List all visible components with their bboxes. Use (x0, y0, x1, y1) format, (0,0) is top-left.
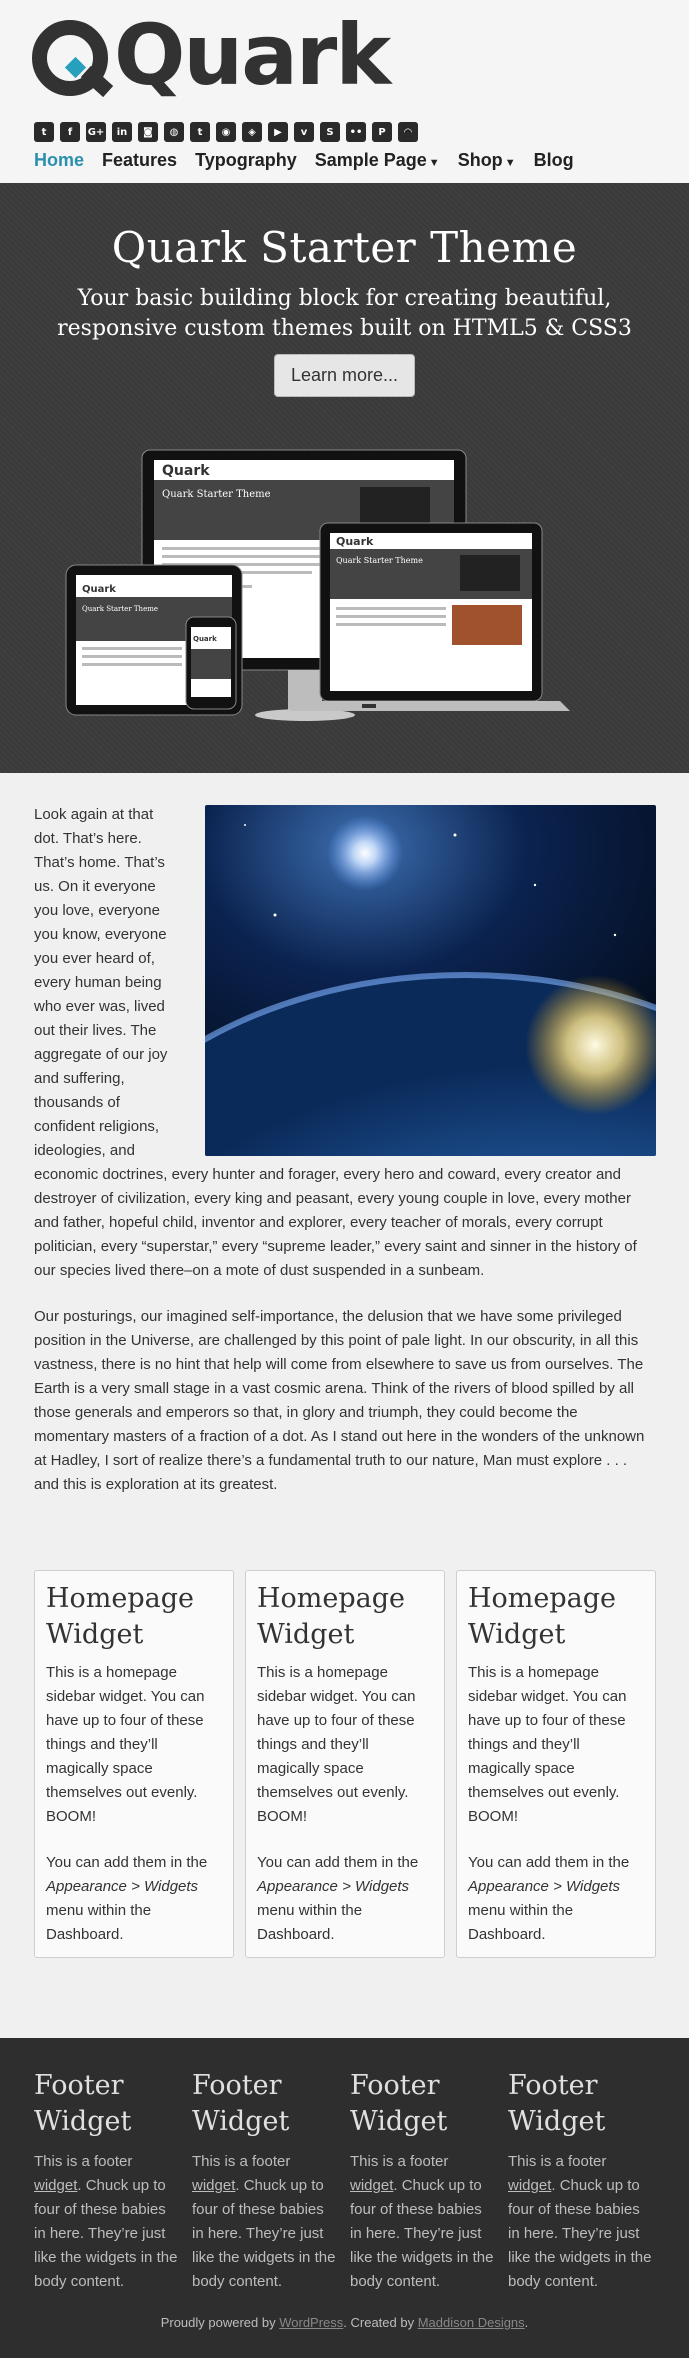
widget-text-2: You can add them in the Appearance > Widgets menu within the Dashboard. (46, 1854, 208, 1943)
github-icon[interactable]: ◉ (216, 122, 236, 142)
widget-text: This is a homepage sidebar widget. You can have up to four of these things and they’ll magically space themselves out evenly. BOOM! (257, 1664, 416, 1825)
facebook-icon[interactable]: f (60, 122, 80, 142)
nav-home[interactable]: Home (34, 150, 85, 170)
main-content (34, 803, 656, 1497)
svg-text:Quark: Quark (82, 584, 116, 595)
logo-text: Quark (114, 6, 390, 104)
site-footer (0, 2038, 689, 2358)
hero-title: Quark Starter Theme (111, 223, 578, 272)
content-paragraph-2: Our posturings, our imagined self-importance, the delusion that we have some privileged position in the Universe, are challenged by this point of pale light. In our obscurity, in all this vastness, there is no hint that help will come from elsewhere to save us from ourselves. The Earth is a very small stage in a vast cosmic arena. Think of the rivers of blood spilled by all those generals and emperors so that, in glory and triumph, they could become the momentary masters of a fraction of a dot. As I stand out here in the wonders of the unknown at Hadley, I sort of realize there’s a fundamental truth to our nature, Man must explore . . . and this is exploration at its greatest. (34, 1308, 645, 1493)
earth-image (205, 805, 656, 1156)
chevron-down-icon: ▼ (504, 157, 516, 169)
footer-widget-title: Footer Widget (350, 2070, 448, 2137)
google-plus-icon[interactable]: G+ (86, 122, 106, 142)
footer-widget-link[interactable]: widget (508, 2177, 552, 2194)
twitter-icon[interactable]: t (34, 122, 54, 142)
vimeo-icon[interactable]: v (294, 122, 314, 142)
responsive-devices-image (60, 445, 650, 745)
wordpress-link[interactable]: WordPress (279, 2315, 344, 2330)
hero-subtitle: Your basic building block for creating beautiful, responsive custom themes built on HTML5 & CSS3 (57, 286, 632, 341)
pinterest-icon[interactable]: P (372, 122, 392, 142)
homepage-widget (245, 1570, 445, 1958)
homepage-widget (34, 1570, 234, 1958)
footer-widget-title: Footer Widget (34, 2070, 132, 2137)
chevron-down-icon: ▼ (428, 157, 440, 169)
nav-typography[interactable]: Typography (195, 150, 297, 170)
tumblr-icon[interactable]: t (190, 122, 210, 142)
widget-text: This is a homepage sidebar widget. You can have up to four of these things and they’ll magically space themselves out evenly. BOOM! (468, 1664, 627, 1825)
footer-widget-link[interactable]: widget (350, 2177, 394, 2194)
nav-sample-page[interactable] (315, 150, 440, 171)
dribbble-icon[interactable]: ◍ (164, 122, 184, 142)
site-header (0, 0, 689, 183)
learn-more-button[interactable]: Learn more... (274, 354, 415, 397)
footer-widget-text: This is a footer widget. Chuck up to four of these babies in here. They’re just like the widgets in the body content. (350, 2153, 494, 2290)
footer-widgets (34, 2068, 652, 2294)
site-logo[interactable] (32, 6, 390, 104)
footer-widget (350, 2068, 494, 2294)
widget-text: This is a homepage sidebar widget. You can have up to four of these things and they’ll magically space themselves out evenly. BOOM! (46, 1664, 205, 1825)
footer-widget-title: Footer Widget (192, 2070, 290, 2137)
widget-text-2: You can add them in the Appearance > Widgets menu within the Dashboard. (468, 1854, 630, 1943)
skype-icon[interactable]: S (320, 122, 340, 142)
footer-widget-text: This is a footer widget. Chuck up to four of these babies in here. They’re just like the widgets in the body content. (192, 2153, 336, 2290)
footer-widget-text: This is a footer widget. Chuck up to four of these babies in here. They’re just like the widgets in the body content. (34, 2153, 178, 2290)
widget-title: Homepage Widget (46, 1583, 195, 1650)
device-screen-title: Quark Starter Theme (162, 489, 271, 500)
footer-widget-link[interactable]: widget (34, 2177, 78, 2194)
hero-banner (0, 183, 689, 773)
rss-icon[interactable]: ◠ (398, 122, 418, 142)
dropbox-icon[interactable]: ◈ (242, 122, 262, 142)
flickr-icon[interactable]: •• (346, 122, 366, 142)
logo-q-mark (32, 18, 112, 98)
maddison-designs-link[interactable]: Maddison Designs (417, 2315, 525, 2330)
svg-text:Quark Starter Theme: Quark Starter Theme (336, 556, 423, 565)
widget-title: Homepage Widget (257, 1583, 406, 1650)
svg-text:Quark Starter Theme: Quark Starter Theme (82, 605, 158, 613)
footer-widget (508, 2068, 652, 2294)
homepage-widgets (34, 1570, 656, 1958)
nav-features[interactable]: Features (102, 150, 178, 170)
widget-title: Homepage Widget (468, 1583, 617, 1650)
footer-widget-link[interactable]: widget (192, 2177, 236, 2194)
widget-text-2: You can add them in the Appearance > Widgets menu within the Dashboard. (257, 1854, 419, 1943)
social-icons (34, 122, 418, 142)
footer-widget (34, 2068, 178, 2294)
content-paragraph-1: Look again at that dot. That’s here. That’s home. That’s us. On it everyone you love, everyone you know, everyone you ever heard of, every human being who ever was, lived out their lives. The aggregate of our joy and suffering, thousands of confident religions, ideologies, and economic doctrines, every hunter and forager, every hero and coward, every creator and destroyer of civilization, every king and peasant, every young couple in love, every mother and father, hopeful child, inventor and explorer, every teacher of morals, every corrupt politician, every “superstar,” every “supreme leader,” every saint and sinner in the history of our species lived there–on a mote of dust suspended in a sunbeam. (34, 806, 637, 1279)
svg-text:Quark: Quark (193, 635, 217, 643)
nav-shop[interactable] (458, 150, 516, 171)
instagram-icon[interactable]: ◙ (138, 122, 158, 142)
svg-text:Quark: Quark (336, 535, 374, 548)
device-logo: Quark (162, 463, 210, 479)
homepage-widget (456, 1570, 656, 1958)
youtube-icon[interactable]: ▶ (268, 122, 288, 142)
footer-widget (192, 2068, 336, 2294)
footer-widget-text: This is a footer widget. Chuck up to four of these babies in here. They’re just like the widgets in the body content. (508, 2153, 652, 2290)
footer-credit: Proudly powered by WordPress. Created by Maddison Designs. (160, 2315, 529, 2330)
main-nav (34, 150, 574, 171)
footer-widget-title: Footer Widget (508, 2070, 606, 2137)
nav-shop-label: Shop (457, 150, 503, 170)
nav-sample-page-label: Sample Page (314, 150, 427, 170)
nav-blog[interactable]: Blog (533, 150, 574, 170)
linkedin-icon[interactable]: in (112, 122, 132, 142)
